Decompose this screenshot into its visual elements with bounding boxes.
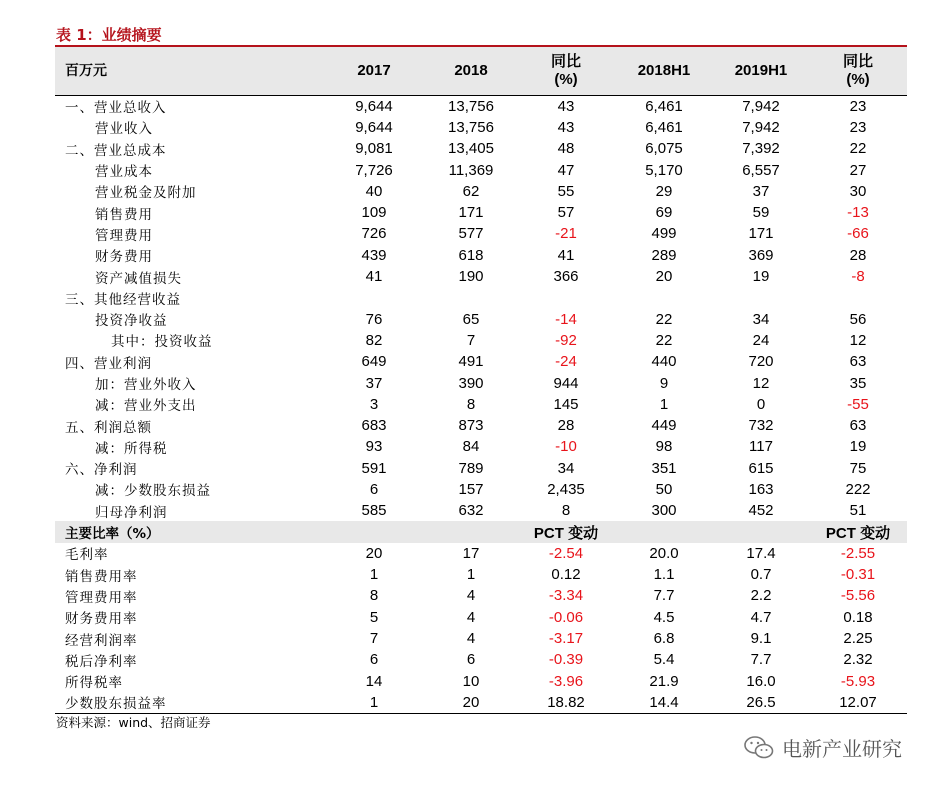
table-cell: -24 <box>555 353 577 371</box>
table-row <box>55 117 907 138</box>
table-row <box>55 330 907 351</box>
table-cell: 4 <box>466 587 476 605</box>
row-label: 营业成本 <box>95 164 153 181</box>
table-cell: 82 <box>365 331 383 349</box>
table-cell: 7.7 <box>653 587 675 605</box>
table-cell <box>615 287 713 308</box>
table-cell: 585 <box>361 502 387 520</box>
table-row <box>55 223 907 244</box>
table-cell: 6,557 <box>742 161 780 179</box>
table-cell: 9,644 <box>355 97 393 115</box>
table-cell: 390 <box>458 374 484 392</box>
table-cell: 8 <box>369 587 379 605</box>
table-cell: 76 <box>365 310 383 328</box>
table-cell: 615 <box>748 459 774 477</box>
table-cell: 7.7 <box>750 651 772 669</box>
table-cell: 19 <box>849 438 867 456</box>
table-cell: 5 <box>369 608 379 626</box>
table-cell: 491 <box>458 353 484 371</box>
table-cell <box>425 521 517 542</box>
row-label: 所得税率 <box>65 675 123 692</box>
row-label: 管理费用率 <box>65 589 138 606</box>
table-cell: 6 <box>369 480 379 498</box>
table-cell: PCT 变动 <box>809 521 907 542</box>
table-cell: 4.5 <box>653 608 675 626</box>
table-cell: 8 <box>466 395 476 413</box>
column-header: 2018H1 <box>637 61 691 79</box>
table-cell: -14 <box>555 310 577 328</box>
table-cell: 449 <box>651 417 677 435</box>
row-label: 销售费用率 <box>65 568 138 585</box>
financial-summary-table <box>55 47 907 714</box>
table-row <box>55 649 907 670</box>
table-cell: 632 <box>458 502 484 520</box>
table-cell: 69 <box>655 204 673 222</box>
table-row <box>55 394 907 415</box>
table-cell: 1 <box>659 395 669 413</box>
table-cell: -2.54 <box>548 544 584 562</box>
header-row <box>55 47 907 95</box>
table-cell: 366 <box>553 268 579 286</box>
table-cell: 41 <box>365 268 383 286</box>
table-cell: 63 <box>849 417 867 435</box>
table-cell: 37 <box>752 182 770 200</box>
table-cell: 591 <box>361 459 387 477</box>
table-cell: 873 <box>458 417 484 435</box>
row-label: 其中：投资收益 <box>111 334 213 351</box>
table-cell: 157 <box>458 480 484 498</box>
row-label: 归母净利润 <box>95 504 168 521</box>
row-label: 减：营业外支出 <box>95 398 197 415</box>
table-cell: 117 <box>749 438 773 456</box>
table-cell: 351 <box>651 459 677 477</box>
table-cell <box>615 521 713 542</box>
table-cell: 4.7 <box>750 608 772 626</box>
table-cell: 57 <box>557 204 575 222</box>
row-label: 财务费用率 <box>65 611 138 628</box>
table-cell: 4 <box>466 630 476 648</box>
table-row <box>55 585 907 606</box>
table-cell: 59 <box>752 204 770 222</box>
table-cell: 6 <box>369 651 379 669</box>
table-cell: PCT 变动 <box>517 521 615 542</box>
table-cell: -3.17 <box>548 630 584 648</box>
table-cell: 62 <box>462 182 480 200</box>
table-cell: 13,756 <box>448 97 494 115</box>
table-row <box>55 415 907 436</box>
table-cell: -0.31 <box>840 566 876 584</box>
table-row <box>55 692 907 714</box>
table-cell: 29 <box>655 182 673 200</box>
row-label: 税后净利率 <box>65 653 138 670</box>
table-row <box>55 607 907 628</box>
table-cell: 17 <box>462 544 480 562</box>
table-cell: -3.96 <box>548 672 584 690</box>
table-cell: 48 <box>557 140 575 158</box>
column-header: 2018 <box>454 61 488 79</box>
table-cell: 1 <box>323 692 425 714</box>
table-cell: 9,081 <box>355 140 393 158</box>
table-cell <box>517 287 615 308</box>
table-row <box>55 95 907 117</box>
table-cell: 0.7 <box>750 566 772 584</box>
table-cell: 22 <box>655 310 673 328</box>
table-cell: 13,756 <box>448 118 494 136</box>
row-label: 减：所得税 <box>95 440 168 457</box>
table-cell: -5.56 <box>840 587 876 605</box>
table-cell: 145 <box>553 395 579 413</box>
table-cell: 683 <box>361 417 387 435</box>
table-cell: -55 <box>847 395 869 413</box>
row-label: 毛利率 <box>65 547 109 564</box>
table-cell: 1.1 <box>653 566 675 584</box>
table-cell: 7,942 <box>742 97 780 115</box>
table-cell <box>323 287 425 308</box>
table-cell: 28 <box>557 417 575 435</box>
row-label: 销售费用 <box>95 206 153 223</box>
table-cell: 6,461 <box>645 97 683 115</box>
table-cell: -0.06 <box>548 608 584 626</box>
table-cell: 4 <box>466 608 476 626</box>
table-cell: 1 <box>369 566 379 584</box>
table-cell: 649 <box>361 353 387 371</box>
table-cell: 12.07 <box>809 692 907 714</box>
table-cell: 35 <box>849 374 867 392</box>
table-cell: 22 <box>655 331 673 349</box>
table-cell: 439 <box>361 246 387 264</box>
table-cell: -66 <box>847 225 869 243</box>
table-cell: 11,369 <box>448 161 494 179</box>
table-cell: 14.4 <box>615 692 713 714</box>
row-label: 四、营业利润 <box>65 355 152 372</box>
table-cell: 18.82 <box>517 692 615 714</box>
table-cell: 1 <box>466 566 476 584</box>
table-cell: 17.4 <box>746 544 776 562</box>
table-cell <box>323 521 425 542</box>
table-cell: -13 <box>847 204 869 222</box>
table-cell: 577 <box>458 225 484 243</box>
table-cell: 618 <box>458 246 484 264</box>
table-cell: 6,075 <box>645 140 683 158</box>
row-label: 营业收入 <box>95 121 153 138</box>
row-label: 一、营业总收入 <box>65 100 167 117</box>
table-cell: 2,435 <box>547 480 585 498</box>
table-cell: 56 <box>849 310 867 328</box>
column-header: 2017 <box>357 61 391 79</box>
row-label: 五、利润总额 <box>65 419 152 436</box>
table-cell: 7,392 <box>742 140 780 158</box>
table-cell: -21 <box>555 225 577 243</box>
table-row <box>55 543 907 564</box>
table-cell: 6,461 <box>645 118 683 136</box>
table-cell: 109 <box>361 204 387 222</box>
table-cell: 452 <box>748 502 774 520</box>
header-unit: 百万元 <box>65 62 107 79</box>
column-header: 2019H1 <box>734 61 788 79</box>
table-cell: 75 <box>849 459 867 477</box>
table-row <box>55 671 907 692</box>
row-label: 资产减值损失 <box>95 270 182 287</box>
table-cell: 34 <box>557 459 575 477</box>
table-cell: 171 <box>458 204 484 222</box>
table-cell: 20 <box>655 268 673 286</box>
table-cell: 7 <box>466 331 476 349</box>
wechat-icon <box>744 735 774 761</box>
row-label: 二、营业总成本 <box>65 142 167 159</box>
table-cell: 40 <box>365 182 383 200</box>
row-label: 主要比率（%） <box>55 521 323 542</box>
table-cell: 6 <box>466 651 476 669</box>
column-header: 同比 (%) <box>842 52 873 88</box>
table-cell: 499 <box>651 225 677 243</box>
table-row <box>55 628 907 649</box>
table-cell: 51 <box>849 502 867 520</box>
table-cell <box>713 287 809 308</box>
table-cell: 93 <box>365 438 383 456</box>
table-cell: 13,405 <box>448 140 494 158</box>
table-cell: 720 <box>748 353 774 371</box>
table-cell: 7,942 <box>742 118 780 136</box>
table-row <box>55 351 907 372</box>
table-cell: 65 <box>462 310 480 328</box>
table-row <box>55 202 907 223</box>
table-cell: 3 <box>369 395 379 413</box>
table-cell: 98 <box>655 438 673 456</box>
table-cell: 300 <box>651 502 677 520</box>
table-cell: 10 <box>462 672 480 690</box>
table-cell: 27 <box>849 161 867 179</box>
table-cell: 0 <box>756 395 766 413</box>
column-header: 同比 (%) <box>550 52 581 88</box>
table-row <box>55 245 907 266</box>
table-cell: 289 <box>651 246 677 264</box>
table-cell: 84 <box>462 438 480 456</box>
table-cell: 222 <box>845 480 871 498</box>
row-label: 三、其他经营收益 <box>65 291 181 308</box>
table-cell: 50 <box>655 480 673 498</box>
table-cell: 171 <box>748 225 774 243</box>
table-cell: 2.25 <box>843 630 873 648</box>
table-cell <box>809 287 907 308</box>
table-cell: -92 <box>555 331 577 349</box>
table-cell: 30 <box>849 182 867 200</box>
table-cell: 7 <box>369 630 379 648</box>
table-cell: 8 <box>561 502 571 520</box>
table-cell: 43 <box>557 97 575 115</box>
table-row <box>55 458 907 479</box>
watermark-text: 电新产业研究 <box>782 737 902 761</box>
table-row <box>55 308 907 329</box>
table-cell: 16.0 <box>746 672 776 690</box>
table-row <box>55 500 907 521</box>
table-cell: 20 <box>425 692 517 714</box>
table-cell: 12 <box>849 331 867 349</box>
table-cell: 440 <box>651 353 677 371</box>
source-note: 资料来源：wind、招商证券 <box>56 715 211 730</box>
row-label: 管理费用 <box>95 227 153 244</box>
table-cell <box>713 521 809 542</box>
table-cell: 9.1 <box>750 630 772 648</box>
table-cell: 0.18 <box>843 608 873 626</box>
table-cell: 369 <box>748 246 774 264</box>
row-label: 减：少数股东损益 <box>95 483 211 500</box>
table-cell: 2.32 <box>843 651 873 669</box>
table-row <box>55 159 907 180</box>
table-cell: -3.34 <box>548 587 584 605</box>
table-cell: -0.39 <box>548 651 584 669</box>
table-cell: 37 <box>365 374 383 392</box>
table-cell: 2.2 <box>750 587 772 605</box>
table-row <box>55 181 907 202</box>
table-cell: 190 <box>458 268 484 286</box>
table-cell: -8 <box>851 268 865 286</box>
table-cell: 5.4 <box>653 651 675 669</box>
table-cell: 23 <box>849 118 867 136</box>
table-cell: 726 <box>361 225 387 243</box>
table-cell: 21.9 <box>649 672 679 690</box>
table-cell: 7,726 <box>355 161 393 179</box>
watermark <box>744 733 902 762</box>
table-cell: 9,644 <box>355 118 393 136</box>
table-cell: 12 <box>752 374 770 392</box>
table-cell: 24 <box>752 331 770 349</box>
table-cell <box>425 287 517 308</box>
table-row <box>55 266 907 287</box>
table-row <box>55 287 907 308</box>
table-cell: 789 <box>458 459 484 477</box>
table-cell: -2.55 <box>840 544 876 562</box>
row-label: 少数股东损益率 <box>55 692 323 714</box>
table-cell: 732 <box>748 417 774 435</box>
table-row <box>55 521 907 542</box>
table-cell: 0.12 <box>551 566 581 584</box>
table-cell: 20 <box>365 544 383 562</box>
row-label: 加：营业外收入 <box>95 377 197 393</box>
table-cell: 9 <box>659 374 669 392</box>
table-cell: 41 <box>557 246 575 264</box>
table-cell: 63 <box>849 353 867 371</box>
table-row <box>55 436 907 457</box>
table-cell: 28 <box>849 246 867 264</box>
row-label: 营业税金及附加 <box>95 185 197 202</box>
table-cell: 6.8 <box>653 630 675 648</box>
row-label: 投资净收益 <box>95 313 168 330</box>
table-cell: 23 <box>849 97 867 115</box>
table-cell: 163 <box>748 480 774 498</box>
table-cell: 14 <box>365 672 383 690</box>
table-cell: -10 <box>555 438 577 456</box>
table-cell: 26.5 <box>713 692 809 714</box>
table-row <box>55 138 907 159</box>
table-row <box>55 372 907 393</box>
row-label: 经营利润率 <box>65 632 138 649</box>
table-title: 表 1：业绩摘要 <box>56 26 162 44</box>
table-cell: 43 <box>557 118 575 136</box>
table-cell: 944 <box>553 374 579 392</box>
table-cell: 55 <box>557 182 575 200</box>
table-cell: 47 <box>557 161 575 179</box>
table-cell: -5.93 <box>840 672 876 690</box>
table-cell: 5,170 <box>645 161 683 179</box>
table-row <box>55 564 907 585</box>
table-cell: 19 <box>752 268 770 286</box>
table-cell: 20.0 <box>649 544 679 562</box>
table-cell: 22 <box>849 140 867 158</box>
table-row <box>55 479 907 500</box>
row-label: 六、净利润 <box>65 462 138 479</box>
table-cell: 34 <box>752 310 770 328</box>
row-label: 财务费用 <box>95 249 153 266</box>
